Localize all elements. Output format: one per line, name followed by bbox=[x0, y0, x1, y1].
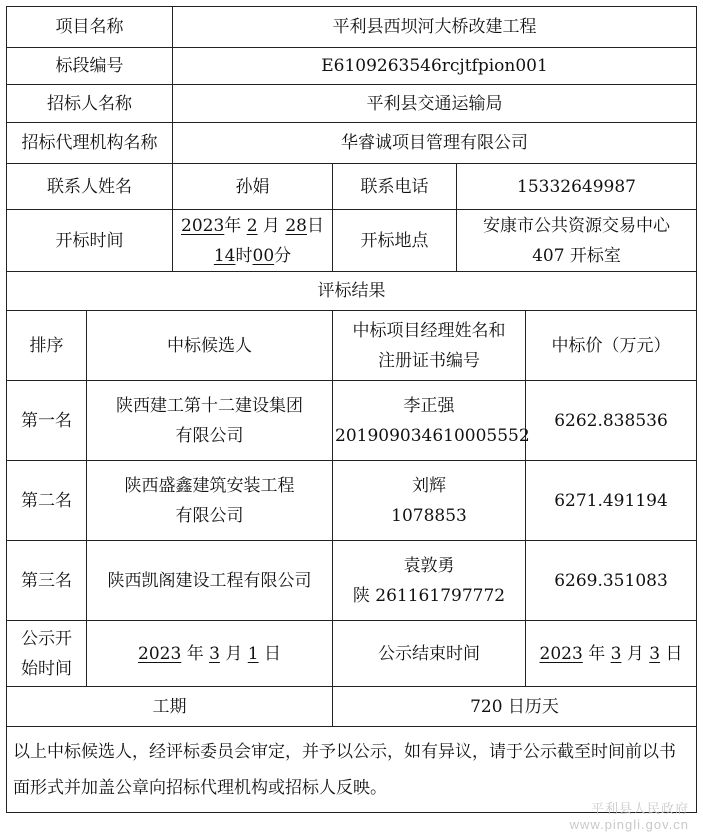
agency-label: 招标代理机构名称 bbox=[7, 123, 173, 164]
open-minute: 00 bbox=[252, 245, 275, 266]
header-price: 中标价（万元） bbox=[526, 311, 697, 381]
manager-cert: 陕 261161797772 bbox=[352, 585, 506, 606]
publicity-start-label-line1: 公示开 bbox=[21, 628, 72, 649]
open-time-value bbox=[173, 210, 333, 272]
row-manager bbox=[333, 541, 526, 621]
start-month: 3 bbox=[209, 643, 220, 664]
open-time-label: 开标时间 bbox=[7, 210, 173, 272]
row-manager bbox=[333, 461, 526, 541]
bid-result-table bbox=[6, 6, 697, 813]
tenderer-value: 平利县交通运输局 bbox=[173, 85, 697, 123]
section-no-label: 标段编号 bbox=[7, 48, 173, 85]
section-no-value: E6109263546rcjtfpion001 bbox=[173, 48, 697, 85]
table-row bbox=[7, 541, 697, 621]
publicity-start-label-line2: 始时间 bbox=[21, 658, 72, 679]
note-row bbox=[7, 727, 697, 813]
unit-hour: 时 bbox=[235, 245, 253, 266]
publicity-row bbox=[7, 621, 697, 687]
unit-day: 日 bbox=[263, 643, 281, 664]
bid-result-document bbox=[6, 6, 696, 813]
header-manager-line2: 注册证书编号 bbox=[378, 350, 480, 371]
unit-month: 月 bbox=[626, 643, 644, 664]
candidate-line2: 有限公司 bbox=[175, 505, 244, 526]
candidate-line1: 陕西建工第十二建设集团 bbox=[116, 395, 303, 416]
table-row bbox=[7, 381, 697, 461]
manager-name: 李正强 bbox=[403, 395, 455, 416]
publicity-end-value bbox=[526, 621, 697, 687]
tenderer-row bbox=[7, 85, 697, 123]
open-place-line1: 安康市公共资源交易中心 bbox=[483, 215, 670, 236]
publicity-start-value bbox=[87, 621, 333, 687]
unit-day: 日 bbox=[665, 643, 683, 664]
project-name-row bbox=[7, 7, 697, 48]
row-rank: 第一名 bbox=[7, 381, 87, 461]
period-row bbox=[7, 687, 697, 727]
unit-minute: 分 bbox=[274, 245, 292, 266]
result-title-row bbox=[7, 272, 697, 311]
row-candidate: 陕西凯阁建设工程有限公司 bbox=[87, 541, 333, 621]
project-name-label: 项目名称 bbox=[7, 7, 173, 48]
watermark-line1: 平利县人民政府 bbox=[590, 801, 689, 816]
phone-value: 15332649987 bbox=[457, 164, 697, 210]
result-header-row bbox=[7, 311, 697, 381]
opening-row bbox=[7, 210, 697, 272]
start-day: 1 bbox=[247, 643, 259, 664]
open-place-line2: 407 开标室 bbox=[532, 245, 621, 266]
unit-year: 年 bbox=[224, 215, 242, 236]
result-section-title: 评标结果 bbox=[7, 272, 697, 311]
header-manager bbox=[333, 311, 526, 381]
open-place-label: 开标地点 bbox=[333, 210, 457, 272]
table-row bbox=[7, 461, 697, 541]
end-month: 3 bbox=[610, 643, 622, 664]
candidate-line2: 有限公司 bbox=[175, 425, 244, 446]
manager-cert: 1078853 bbox=[391, 505, 467, 526]
phone-label: 联系电话 bbox=[333, 164, 457, 210]
row-rank: 第二名 bbox=[7, 461, 87, 541]
row-candidate bbox=[87, 381, 333, 461]
site-watermark bbox=[570, 801, 689, 833]
manager-name: 袁敦勇 bbox=[403, 555, 455, 576]
header-candidate: 中标候选人 bbox=[87, 311, 333, 381]
manager-name: 刘辉 bbox=[412, 475, 446, 496]
watermark-line2: www.pingli.gov.cn bbox=[569, 817, 689, 832]
row-rank: 第三名 bbox=[7, 541, 87, 621]
unit-month: 月 bbox=[225, 643, 243, 664]
open-place-value bbox=[457, 210, 697, 272]
unit-month: 月 bbox=[262, 215, 280, 236]
unit-year: 年 bbox=[588, 643, 606, 664]
publicity-end-label: 公示结束时间 bbox=[333, 621, 526, 687]
period-value: 720 日历天 bbox=[333, 687, 697, 727]
contact-label: 联系人姓名 bbox=[7, 164, 173, 210]
header-rank: 排序 bbox=[7, 311, 87, 381]
end-year: 2023 bbox=[539, 643, 583, 664]
open-day: 28 bbox=[285, 215, 307, 236]
unit-year: 年 bbox=[186, 643, 204, 664]
candidate-line1: 陕西盛鑫建筑安装工程 bbox=[124, 475, 295, 496]
end-day: 3 bbox=[649, 643, 661, 664]
agency-value: 华睿诚项目管理有限公司 bbox=[173, 123, 697, 164]
publicity-start-label bbox=[7, 621, 87, 687]
header-manager-line1: 中标项目经理姓名和 bbox=[352, 320, 506, 341]
start-year: 2023 bbox=[138, 643, 182, 664]
section-no-row bbox=[7, 48, 697, 85]
project-name-value: 平利县西坝河大桥改建工程 bbox=[173, 7, 697, 48]
row-price: 6271.491194 bbox=[526, 461, 697, 541]
unit-day: 日 bbox=[306, 215, 324, 236]
open-hour: 14 bbox=[213, 245, 236, 266]
manager-cert: 201909034610005552 bbox=[335, 425, 530, 446]
open-year: 2023 bbox=[181, 215, 225, 236]
row-price: 6269.351083 bbox=[526, 541, 697, 621]
period-label: 工期 bbox=[7, 687, 333, 727]
tenderer-label: 招标人名称 bbox=[7, 85, 173, 123]
note-text: 以上中标候选人，经评标委员会审定，并予以公示，如有异议，请于公示截至时间前以书面形式并加盖公章向招标代理机构或招标人反映。 bbox=[7, 727, 697, 813]
row-candidate bbox=[87, 461, 333, 541]
row-manager bbox=[333, 381, 530, 461]
contact-row bbox=[7, 164, 697, 210]
row-price: 6262.838536 bbox=[526, 381, 697, 461]
contact-value: 孙娟 bbox=[173, 164, 333, 210]
open-month: 2 bbox=[246, 215, 258, 236]
agency-row bbox=[7, 123, 697, 164]
